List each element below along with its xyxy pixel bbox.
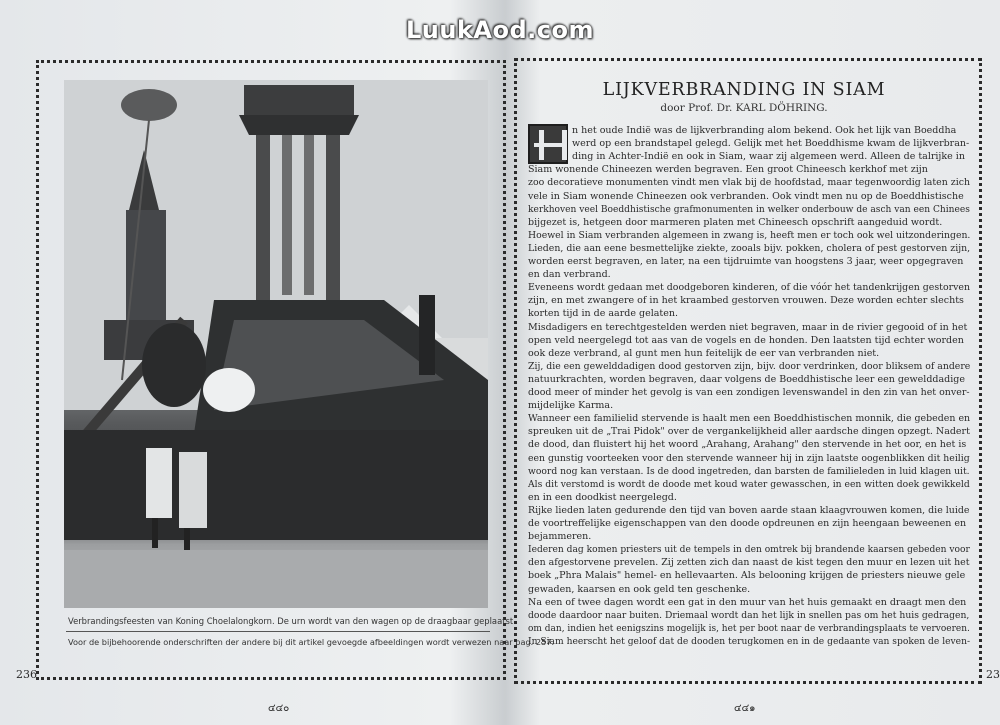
article-line: doode daardoor naar buiten. Driemaal wordt dan het lijk in snellen pas om het huis gedragen, (528, 609, 970, 621)
article-line: spreuken uit de „Trai Pidok" over de vergankelijkheid aller aardsche dingen opzegt. Nadert (528, 426, 970, 438)
article-line: ding in Achter-Indië en ook in Siam, waar zij algemeen werd. Alleen de talrijke in (572, 151, 965, 163)
article-line: en dan verbrand. (528, 269, 611, 281)
left-page-number: 236 (16, 668, 37, 681)
caption-note: Voor de bijbehoorende onderschriften der andere bij dit artikel gevoegde afbeeldingen wordt verwezen naar pag. 257. (68, 637, 555, 647)
article-line: Iederen dag komen priesters uit de tempels in den omtrek bij brandende kaarsen gebeden voor (528, 544, 970, 556)
article-line: korten tijd in de aarde gelaten. (528, 308, 678, 320)
article-line: Lieden, die aan eene besmettelijke ziekte, zooals bijv. pokken, cholera of pest gestorven zijn, (528, 242, 971, 254)
article-line: mijdelijke Karma. (528, 400, 614, 412)
article-line: woord nog kan verstaan. Is de dood ingetreden, dan barsten de familieleden in luid klagen uit. (528, 465, 970, 477)
article-line: den afgestorvene prevelen. Zij zetten zich dan naast de kist tegen den muur en lezen uit het (528, 557, 970, 569)
article-line: Na een of twee dagen wordt een gat in den muur van het huis gemaakt en draagt men den (528, 596, 967, 608)
article-line: de voortreffelijke eigenschappen van den doode opdreunen en zijn heengaan beweenen en (528, 518, 967, 529)
article-line: open veld neergelegd tot aas van de vogels en de honden. Den laatsten tijd echter worden (528, 334, 964, 346)
article-line: n het oude Indië was de lijkverbranding alom bekend. Ook het lijk van Boeddha (572, 125, 957, 136)
article-line: Zij, die een gewelddadigen dood gestorven zijn, bijv. door verdrinken, door bliksem of andere (528, 360, 971, 372)
article-line: Rijke lieden laten gedurende den tijd van boven aarde staan klaagvrouwen komen, die luide (528, 504, 970, 516)
article-line: bejammeren. (528, 531, 592, 543)
article-line: natuurkrachten, worden begraven, daar volgens de Boeddhistische leer een gewelddadige (528, 373, 965, 385)
article-line: een gunstig voorteeken voor den stervende wanneer hij in zijn laatste oogenblikken dit heilig (528, 452, 970, 464)
photo-caption: Verbrandingsfeesten van Koning Choelalongkorn. De urn wordt van den wagen op de draagbaar geplaatst. (68, 616, 516, 626)
article-line: zoo decoratieve monumenten vindt men vlak bij de hoofdstad, maar tegenwoordig laten zich (528, 177, 971, 189)
article-line: Hoewel in Siam verbranden algemeen in zwang is, heeft men er toch ook wel uitzonderingen. (528, 229, 971, 241)
article-line: dood meer of minder het gevolg is van een zondigen levenswandel in den zin van het onver- (528, 387, 970, 398)
article-line: worden eerst begraven, en later, na een tijdruimte van hoogstens 3 jaar, weer opgegraven (528, 256, 964, 267)
article-line: gewaden, kaarsen en ook geld ten geschenke. (528, 583, 751, 595)
article-line: vele in Siam wonende Chineezen ook verbranden. Ook vindt men nu op de Boeddhistische (528, 190, 964, 202)
article-line: Eveneens wordt gedaan met doodgeboren kinderen, of die vóór het tandenkrijgen gestorven (528, 282, 971, 294)
article-line: bijgezet is, hetgeen door marmeren platen met Chineesch opschrift aangeduid wordt. (528, 216, 943, 228)
article-line: Wanneer een familielid stervende is haalt men een Boeddhistischen monnik, die gebeden en (528, 413, 971, 425)
article-line: Misdadigers en terechtgestelden werden niet begraven, maar in de rivier gegooid of in het (528, 321, 968, 333)
article-line: de dood, dan fluistert hij het woord „Arahang, Arahang" den stervende in het oor, en het is (528, 439, 967, 451)
article-line: om dan, indien het eenigszins mogelijk is, het per boot naar de verbrandingsplaats te vervoeren. (528, 622, 970, 634)
article-byline: door Prof. Dr. KARL DÖHRING. (660, 102, 828, 114)
right-page-number: 23 (986, 668, 1000, 681)
article-line: boek „Phra Malais" hemel- en hellevaarten. Als belooning krijgen de priesters nieuwe gele (528, 570, 966, 582)
article-line: In Siam heerscht het geloof dat de dooden terugkomen en in de gedaante van spoken de leven- (528, 635, 971, 647)
article-title: LIJKVERBRANDING IN SIAM (602, 80, 886, 100)
article-line: kerkhoven veel Boeddhistische grafmonumenten in welker onderbouw de asch van een Chinees (528, 203, 970, 215)
article-line: Siam wonende Chineezen werden begraven. Een groot Chineesch kerkhof met zijn (528, 164, 928, 176)
article-line: zijn, en met zwangere of in het kraambed gestorven vrouwen. Deze worden echter slechts (528, 295, 964, 307)
article-line: Als dit verstomd is wordt de doode met koud water gewasschen, in een witten doek gewikkeld (528, 478, 970, 490)
article-line: werd op een brandstapel gelegd. Gelijk met het Boeddhisme kwam de lijkverbran- (572, 138, 970, 150)
article-line: ook deze verbrand, al gunt men hun feitelijk de eer van verbranden niet. (528, 347, 880, 359)
left-page-folio: ๔๔๐ (268, 703, 290, 714)
right-page-folio: ๔๔๑ (734, 703, 756, 714)
article-line: en in een doodkist neergelegd. (528, 491, 677, 503)
watermark: LuukAod.com (405, 16, 594, 44)
